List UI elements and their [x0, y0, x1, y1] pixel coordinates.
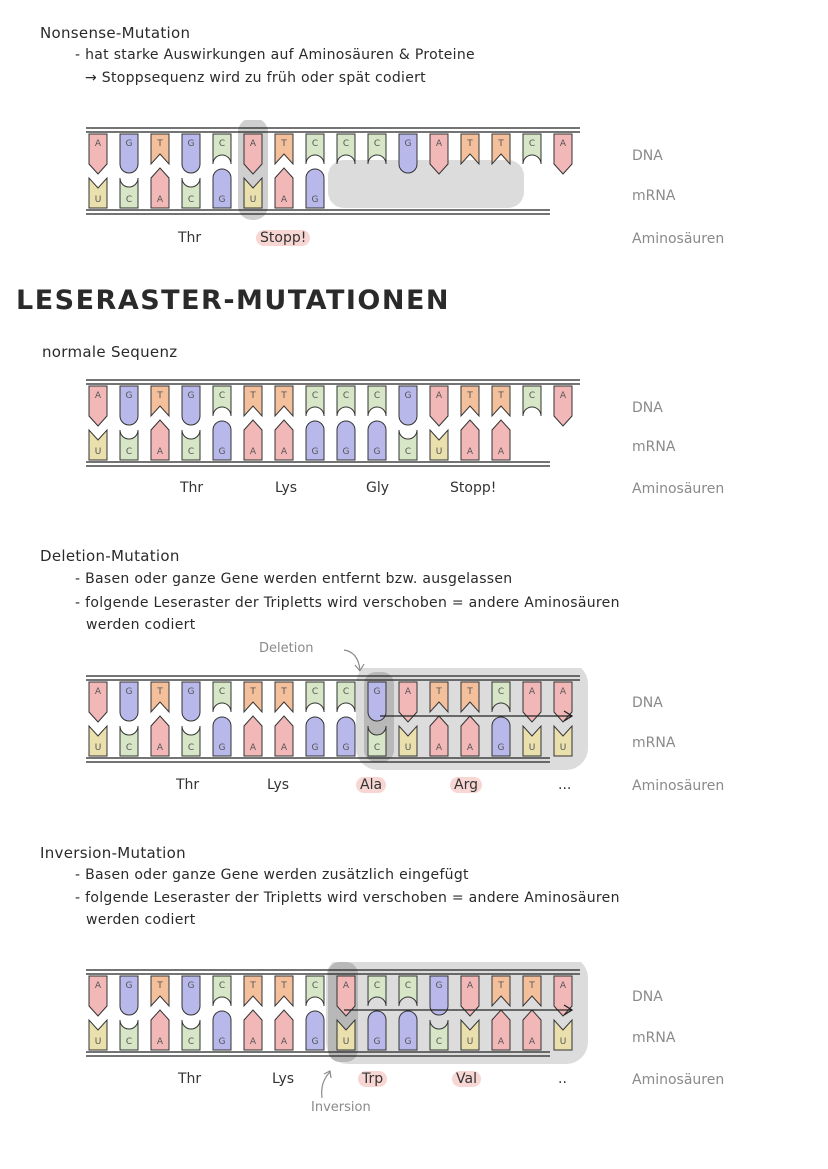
svg-text:T: T: [467, 391, 473, 401]
nonsense-dna-base: [554, 134, 572, 174]
nonsense-mrna-base: [306, 169, 324, 208]
svg-text:G: G: [311, 743, 319, 753]
deletion-amino-2: Lys: [267, 777, 290, 793]
inversion-dna-base: [430, 976, 448, 1015]
deletion-mrna-base: [306, 717, 324, 756]
svg-text:T: T: [157, 981, 163, 991]
nonsense-strand-diagram: [0, 120, 600, 220]
normal-dna-base: [523, 386, 541, 416]
svg-text:T: T: [281, 391, 287, 401]
nonsense-dna-base: [120, 134, 138, 173]
svg-text:U: U: [342, 1037, 350, 1047]
normal-amino-label: Aminosäuren: [632, 481, 725, 497]
svg-text:T: T: [281, 981, 287, 991]
svg-text:T: T: [250, 981, 256, 991]
normal-mrna-base: [89, 430, 107, 460]
inversion-dna-label: DNA: [632, 989, 663, 1005]
inversion-mrna-base: [244, 1010, 262, 1050]
svg-text:C: C: [125, 195, 133, 205]
deletion-mrna-base: [244, 716, 262, 756]
nonsense-dna-base: [523, 134, 541, 164]
deletion-mrna-base: [492, 717, 510, 756]
svg-text:A: A: [466, 447, 474, 457]
svg-text:C: C: [311, 391, 319, 401]
inversion-mrna-base: [182, 1020, 200, 1050]
nonsense-mrna-base: [89, 178, 107, 208]
nonsense-dna-base: [337, 134, 355, 164]
inversion-annotation-arrow: [0, 1062, 360, 1102]
nonsense-bullet-2: → Stoppsequenz wird zu früh oder spät codiert: [85, 70, 426, 86]
svg-text:C: C: [342, 139, 350, 149]
svg-text:U: U: [466, 1037, 474, 1047]
nonsense-mrna-base: [120, 178, 138, 208]
svg-text:G: G: [342, 447, 350, 457]
svg-text:A: A: [559, 139, 567, 149]
inversion-amino-4: Val: [452, 1071, 481, 1087]
svg-text:G: G: [125, 139, 133, 149]
nonsense-dna-base: [213, 134, 231, 164]
normal-mrna-base: [275, 420, 293, 460]
svg-text:A: A: [249, 1037, 257, 1047]
nonsense-amino-2: Stopp!: [256, 230, 310, 246]
nonsense-mrna-base: [213, 169, 231, 208]
nonsense-dna-base: [368, 134, 386, 164]
nonsense-dna-base: [306, 134, 324, 164]
svg-text:G: G: [187, 139, 195, 149]
inversion-mrna-base: [120, 1020, 138, 1050]
deletion-dna-base: [213, 682, 231, 712]
inversion-mrna-base: [306, 1011, 324, 1050]
svg-text:A: A: [280, 195, 288, 205]
inversion-dna-base: [244, 976, 262, 1006]
normal-mrna-base: [368, 421, 386, 460]
deletion-mrna-base: [120, 726, 138, 756]
svg-text:G: G: [218, 1037, 226, 1047]
deletion-mrna-base: [182, 726, 200, 756]
svg-text:G: G: [187, 391, 195, 401]
svg-text:A: A: [94, 391, 102, 401]
deletion-mrna-label: mRNA: [632, 735, 676, 751]
svg-text:C: C: [404, 447, 412, 457]
inversion-strand-diagram: [0, 962, 600, 1072]
inversion-amino-5: ..: [558, 1071, 567, 1087]
svg-text:G: G: [218, 447, 226, 457]
svg-text:C: C: [187, 1037, 195, 1047]
deletion-amino-5: ...: [558, 777, 572, 793]
svg-text:C: C: [187, 743, 195, 753]
svg-text:A: A: [94, 981, 102, 991]
normal-dna-base: [337, 386, 355, 416]
deletion-annotation: Deletion: [259, 641, 314, 656]
svg-text:C: C: [528, 391, 536, 401]
svg-text:C: C: [218, 981, 226, 991]
svg-text:T: T: [281, 139, 287, 149]
normal-dna-base: [151, 386, 169, 416]
nonsense-mrna-base: [182, 178, 200, 208]
inversion-mrna-base: [275, 1010, 293, 1050]
inversion-dna-base: [120, 976, 138, 1015]
svg-text:C: C: [311, 139, 319, 149]
nonsense-dna-base: [182, 134, 200, 173]
nonsense-shade: [328, 160, 524, 208]
nonsense-dna-base: [461, 134, 479, 164]
deletion-mrna-base: [213, 717, 231, 756]
deletion-dna-base: [244, 682, 262, 712]
svg-text:T: T: [467, 139, 473, 149]
inversion-bullet-1: - Basen oder ganze Gene werden zusätzlich eingefügt: [75, 867, 469, 883]
deletion-dna-label: DNA: [632, 695, 663, 711]
nonsense-amino-label: Aminosäuren: [632, 231, 725, 247]
svg-text:C: C: [311, 687, 319, 697]
svg-text:T: T: [498, 139, 504, 149]
inversion-mrna-base: [213, 1011, 231, 1050]
nonsense-dna-label: DNA: [632, 148, 663, 164]
normal-mrna-base: [213, 421, 231, 460]
normal-dna-base: [430, 386, 448, 426]
svg-text:G: G: [497, 743, 505, 753]
svg-text:A: A: [280, 447, 288, 457]
nonsense-dna-base: [151, 134, 169, 164]
svg-text:G: G: [404, 1037, 412, 1047]
svg-text:C: C: [125, 1037, 133, 1047]
svg-text:A: A: [249, 447, 257, 457]
deletion-dna-base: [182, 682, 200, 721]
svg-text:U: U: [528, 743, 536, 753]
deletion-dna-base: [151, 682, 169, 712]
svg-text:U: U: [435, 447, 443, 457]
svg-text:G: G: [373, 687, 381, 697]
svg-text:A: A: [280, 1037, 288, 1047]
svg-text:G: G: [187, 687, 195, 697]
deletion-title: Deletion-Mutation: [40, 547, 180, 565]
normal-mrna-base: [492, 420, 510, 460]
normal-amino-3: Gly: [366, 480, 390, 496]
normal-mrna-base: [306, 421, 324, 460]
nonsense-amino-1: Thr: [178, 230, 202, 246]
svg-text:C: C: [373, 743, 381, 753]
nonsense-mrna-base: [151, 168, 169, 208]
inversion-dna-base: [213, 976, 231, 1006]
svg-text:C: C: [373, 139, 381, 149]
inversion-mrna-label: mRNA: [632, 1030, 676, 1046]
svg-text:A: A: [94, 687, 102, 697]
svg-text:U: U: [404, 743, 412, 753]
svg-text:T: T: [436, 687, 442, 697]
section-title: LESERASTER-MUTATIONEN: [16, 285, 450, 316]
deletion-dna-base: [337, 682, 355, 712]
svg-text:A: A: [497, 447, 505, 457]
normal-mrna-base: [244, 420, 262, 460]
svg-text:C: C: [404, 981, 412, 991]
deletion-mrna-base: [275, 716, 293, 756]
deletion-bullet-2: - folgende Leseraster der Tripletts wird verschoben = andere Aminosäuren: [75, 595, 620, 611]
svg-text:C: C: [187, 447, 195, 457]
svg-text:U: U: [94, 743, 102, 753]
normal-dna-base: [213, 386, 231, 416]
svg-text:G: G: [435, 981, 443, 991]
svg-text:C: C: [528, 139, 536, 149]
svg-text:T: T: [498, 391, 504, 401]
svg-text:G: G: [218, 743, 226, 753]
deletion-bullet-1: - Basen oder ganze Gene werden entfernt bzw. ausgelassen: [75, 571, 513, 587]
normal-mrna-label: mRNA: [632, 439, 676, 455]
svg-text:C: C: [218, 391, 226, 401]
svg-text:A: A: [435, 139, 443, 149]
svg-text:T: T: [529, 981, 535, 991]
normal-mrna-base: [430, 430, 448, 460]
svg-text:A: A: [249, 743, 257, 753]
svg-text:C: C: [125, 743, 133, 753]
normal-mrna-base: [120, 430, 138, 460]
normal-dna-base: [492, 386, 510, 416]
svg-text:G: G: [373, 1037, 381, 1047]
deletion-mrna-base: [337, 717, 355, 756]
svg-text:A: A: [466, 743, 474, 753]
normal-dna-base: [554, 386, 572, 426]
inversion-amino-2: Lys: [272, 1071, 295, 1087]
svg-text:C: C: [342, 687, 350, 697]
inversion-mrna-base: [368, 1011, 386, 1050]
svg-text:G: G: [125, 687, 133, 697]
deletion-dna-base: [89, 682, 107, 722]
inversion-bullet-2: - folgende Leseraster der Tripletts wird verschoben = andere Aminosäuren: [75, 890, 620, 906]
svg-text:A: A: [528, 687, 536, 697]
svg-text:G: G: [342, 743, 350, 753]
svg-text:A: A: [156, 195, 164, 205]
normal-dna-base: [306, 386, 324, 416]
inversion-dna-base: [151, 976, 169, 1006]
normal-dna-base: [275, 386, 293, 416]
nonsense-title: Nonsense-Mutation: [40, 24, 191, 42]
svg-text:A: A: [559, 687, 567, 697]
svg-text:A: A: [466, 981, 474, 991]
svg-text:T: T: [157, 139, 163, 149]
svg-text:A: A: [156, 447, 164, 457]
deletion-dna-base: [306, 682, 324, 712]
normal-mrna-base: [399, 430, 417, 460]
svg-text:C: C: [218, 687, 226, 697]
deletion-amino-1: Thr: [176, 777, 200, 793]
nonsense-dna-base: [275, 134, 293, 164]
svg-text:A: A: [559, 391, 567, 401]
svg-text:A: A: [156, 743, 164, 753]
inversion-amino-label: Aminosäuren: [632, 1072, 725, 1088]
svg-text:G: G: [311, 447, 319, 457]
inversion-mrna-base: [89, 1020, 107, 1050]
deletion-dna-base: [275, 682, 293, 712]
svg-text:A: A: [435, 391, 443, 401]
svg-text:C: C: [311, 981, 319, 991]
normal-dna-base: [182, 386, 200, 425]
deletion-bullet-3: werden codiert: [86, 617, 196, 633]
normal-amino-2: Lys: [275, 480, 298, 496]
normal-dna-base: [368, 386, 386, 416]
deletion-amino-label: Aminosäuren: [632, 778, 725, 794]
nonsense-mrna-label: mRNA: [632, 188, 676, 204]
svg-text:G: G: [187, 981, 195, 991]
svg-text:C: C: [373, 391, 381, 401]
inversion-mrna-base: [151, 1010, 169, 1050]
svg-text:C: C: [497, 687, 505, 697]
normal-amino-1: Thr: [180, 480, 204, 496]
svg-text:C: C: [373, 981, 381, 991]
svg-text:U: U: [94, 447, 102, 457]
svg-text:A: A: [435, 743, 443, 753]
inversion-shade: [326, 962, 588, 1064]
normal-mrna-base: [182, 430, 200, 460]
svg-text:C: C: [125, 447, 133, 457]
deletion-strand-diagram: [0, 668, 600, 778]
normal-dna-base: [120, 386, 138, 425]
svg-text:T: T: [157, 391, 163, 401]
svg-text:G: G: [404, 391, 412, 401]
svg-text:A: A: [342, 981, 350, 991]
nonsense-dna-base: [89, 134, 107, 174]
svg-text:T: T: [498, 981, 504, 991]
svg-text:U: U: [559, 743, 567, 753]
svg-text:C: C: [218, 139, 226, 149]
inversion-dna-base: [89, 976, 107, 1016]
svg-text:G: G: [311, 195, 319, 205]
deletion-dna-base: [368, 682, 386, 721]
normal-amino-4: Stopp!: [450, 480, 497, 496]
svg-text:T: T: [467, 687, 473, 697]
svg-text:A: A: [497, 1037, 505, 1047]
svg-text:A: A: [404, 687, 412, 697]
svg-text:G: G: [404, 139, 412, 149]
svg-text:G: G: [125, 981, 133, 991]
inversion-dna-base: [182, 976, 200, 1015]
normal-mrna-base: [461, 420, 479, 460]
inversion-title: Inversion-Mutation: [40, 844, 186, 862]
svg-text:U: U: [559, 1037, 567, 1047]
normal-dna-base: [461, 386, 479, 416]
inversion-dna-base: [306, 976, 324, 1006]
svg-text:G: G: [373, 447, 381, 457]
normal-dna-label: DNA: [632, 400, 663, 416]
inversion-bullet-3: werden codiert: [86, 912, 196, 928]
svg-text:G: G: [125, 391, 133, 401]
nonsense-mrna-base: [275, 168, 293, 208]
svg-text:A: A: [249, 139, 257, 149]
nonsense-bullet-1: - hat starke Auswirkungen auf Aminosäuren & Proteine: [75, 47, 475, 63]
nonsense-dna-base: [399, 134, 417, 173]
svg-text:A: A: [528, 1037, 536, 1047]
deletion-mrna-base: [151, 716, 169, 756]
inversion-amino-1: Thr: [178, 1071, 202, 1087]
normal-mrna-base: [151, 420, 169, 460]
normal-dna-base: [244, 386, 262, 416]
deletion-dna-base: [120, 682, 138, 721]
deletion-amino-3: Ala: [356, 777, 386, 793]
normal-strand-diagram: [0, 372, 600, 472]
inversion-dna-base: [275, 976, 293, 1006]
svg-text:T: T: [250, 391, 256, 401]
svg-text:T: T: [281, 687, 287, 697]
inversion-mrna-base: [399, 1011, 417, 1050]
svg-text:U: U: [94, 195, 102, 205]
normal-title: normale Sequenz: [42, 343, 178, 361]
svg-text:A: A: [280, 743, 288, 753]
svg-text:C: C: [435, 1037, 443, 1047]
svg-text:A: A: [156, 1037, 164, 1047]
normal-mrna-base: [337, 421, 355, 460]
svg-text:C: C: [342, 391, 350, 401]
nonsense-dna-base: [492, 134, 510, 164]
svg-text:A: A: [559, 981, 567, 991]
normal-dna-base: [399, 386, 417, 425]
svg-text:U: U: [249, 195, 257, 205]
svg-text:G: G: [218, 195, 226, 205]
svg-text:A: A: [94, 139, 102, 149]
deletion-mrna-base: [89, 726, 107, 756]
svg-text:G: G: [311, 1037, 319, 1047]
deletion-amino-4: Arg: [450, 777, 482, 793]
inversion-annotation: Inversion: [311, 1100, 371, 1115]
svg-text:T: T: [157, 687, 163, 697]
svg-text:U: U: [94, 1037, 102, 1047]
svg-text:T: T: [250, 687, 256, 697]
inversion-amino-3: Trp: [358, 1071, 387, 1087]
normal-dna-base: [89, 386, 107, 426]
svg-text:C: C: [187, 195, 195, 205]
